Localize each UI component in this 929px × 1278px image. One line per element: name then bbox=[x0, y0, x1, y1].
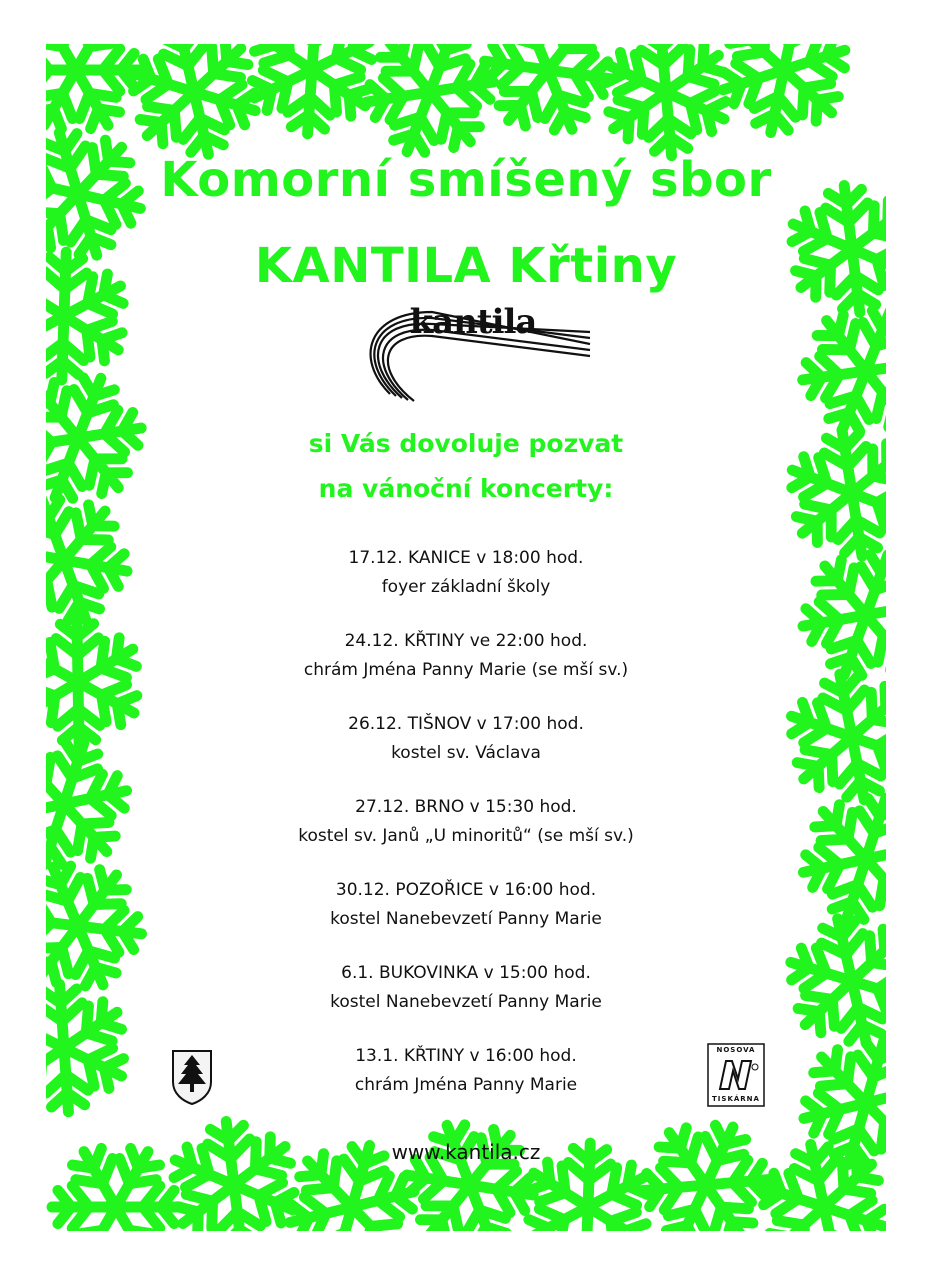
logo-text: kantila bbox=[409, 302, 537, 342]
snowflake-icon bbox=[398, 1117, 543, 1231]
snowflake-icon bbox=[46, 860, 149, 992]
concert-venue: chrám Jména Panny Marie (se mší sv.) bbox=[303, 660, 629, 680]
concert-date-place: 17.12. KANICE v 18:00 hod. bbox=[348, 548, 584, 568]
snowflake-icon bbox=[46, 491, 137, 629]
concert-item bbox=[196, 1042, 736, 1125]
printer-logo-bottom-text: TISKÁRNA bbox=[712, 1095, 760, 1103]
printer-logo-top-text: NOSOVA bbox=[716, 1046, 756, 1054]
coat-of-arms-tree-icon bbox=[170, 1048, 214, 1106]
snowflake-icon bbox=[772, 661, 886, 813]
concert-venue: kostel Nanebevzetí Panny Marie bbox=[330, 909, 602, 929]
concert-venue: kostel sv. Janů „U minoritů“ (se mší sv.) bbox=[298, 826, 634, 846]
snowflake-icon bbox=[46, 44, 140, 129]
concert-list bbox=[196, 544, 736, 1125]
concert-date-place: 27.12. BRNO v 15:30 hod. bbox=[355, 797, 577, 817]
poster bbox=[46, 44, 886, 1231]
printer-logo-icon bbox=[707, 1043, 765, 1107]
invitation-line-2: na vánoční koncerty: bbox=[318, 474, 614, 503]
kantila-logo bbox=[362, 302, 592, 402]
concert-item bbox=[196, 544, 736, 627]
concert-venue: kostel sv. Václava bbox=[391, 743, 541, 763]
website-link[interactable]: www.kantila.cz bbox=[391, 1140, 541, 1164]
concert-date-place: 6.1. BUKOVINKA v 15:00 hod. bbox=[341, 963, 591, 983]
snowflake-icon bbox=[46, 967, 147, 1128]
title-line-2: KANTILA Křtiny bbox=[254, 238, 678, 294]
invitation-line-1: si Vás dovoluje pozvat bbox=[308, 429, 624, 458]
concert-venue: kostel Nanebevzetí Panny Marie bbox=[330, 992, 602, 1012]
concert-date-place: 30.12. POZOŘICE v 16:00 hod. bbox=[335, 880, 597, 900]
concert-date-place: 13.1. KŘTINY v 16:00 hod. bbox=[355, 1046, 577, 1066]
concert-item bbox=[196, 793, 736, 876]
concert-venue: foyer základní školy bbox=[381, 577, 551, 597]
concert-item bbox=[196, 959, 736, 1042]
title-line-1: Komorní smíšený sbor bbox=[160, 152, 772, 208]
concert-date-place: 24.12. KŘTINY ve 22:00 hod. bbox=[344, 631, 588, 651]
concert-item bbox=[196, 876, 736, 959]
snowflake-icon bbox=[116, 44, 273, 167]
concert-date-place: 26.12. TIŠNOV v 17:00 hod. bbox=[348, 714, 584, 734]
snowflake-icon bbox=[780, 528, 886, 701]
snowflake-icon bbox=[774, 906, 886, 1056]
concert-item bbox=[196, 710, 736, 793]
concert-venue: chrám Jména Panny Marie bbox=[354, 1075, 578, 1095]
snowflake-icon bbox=[476, 44, 619, 137]
concert-item bbox=[196, 627, 736, 710]
